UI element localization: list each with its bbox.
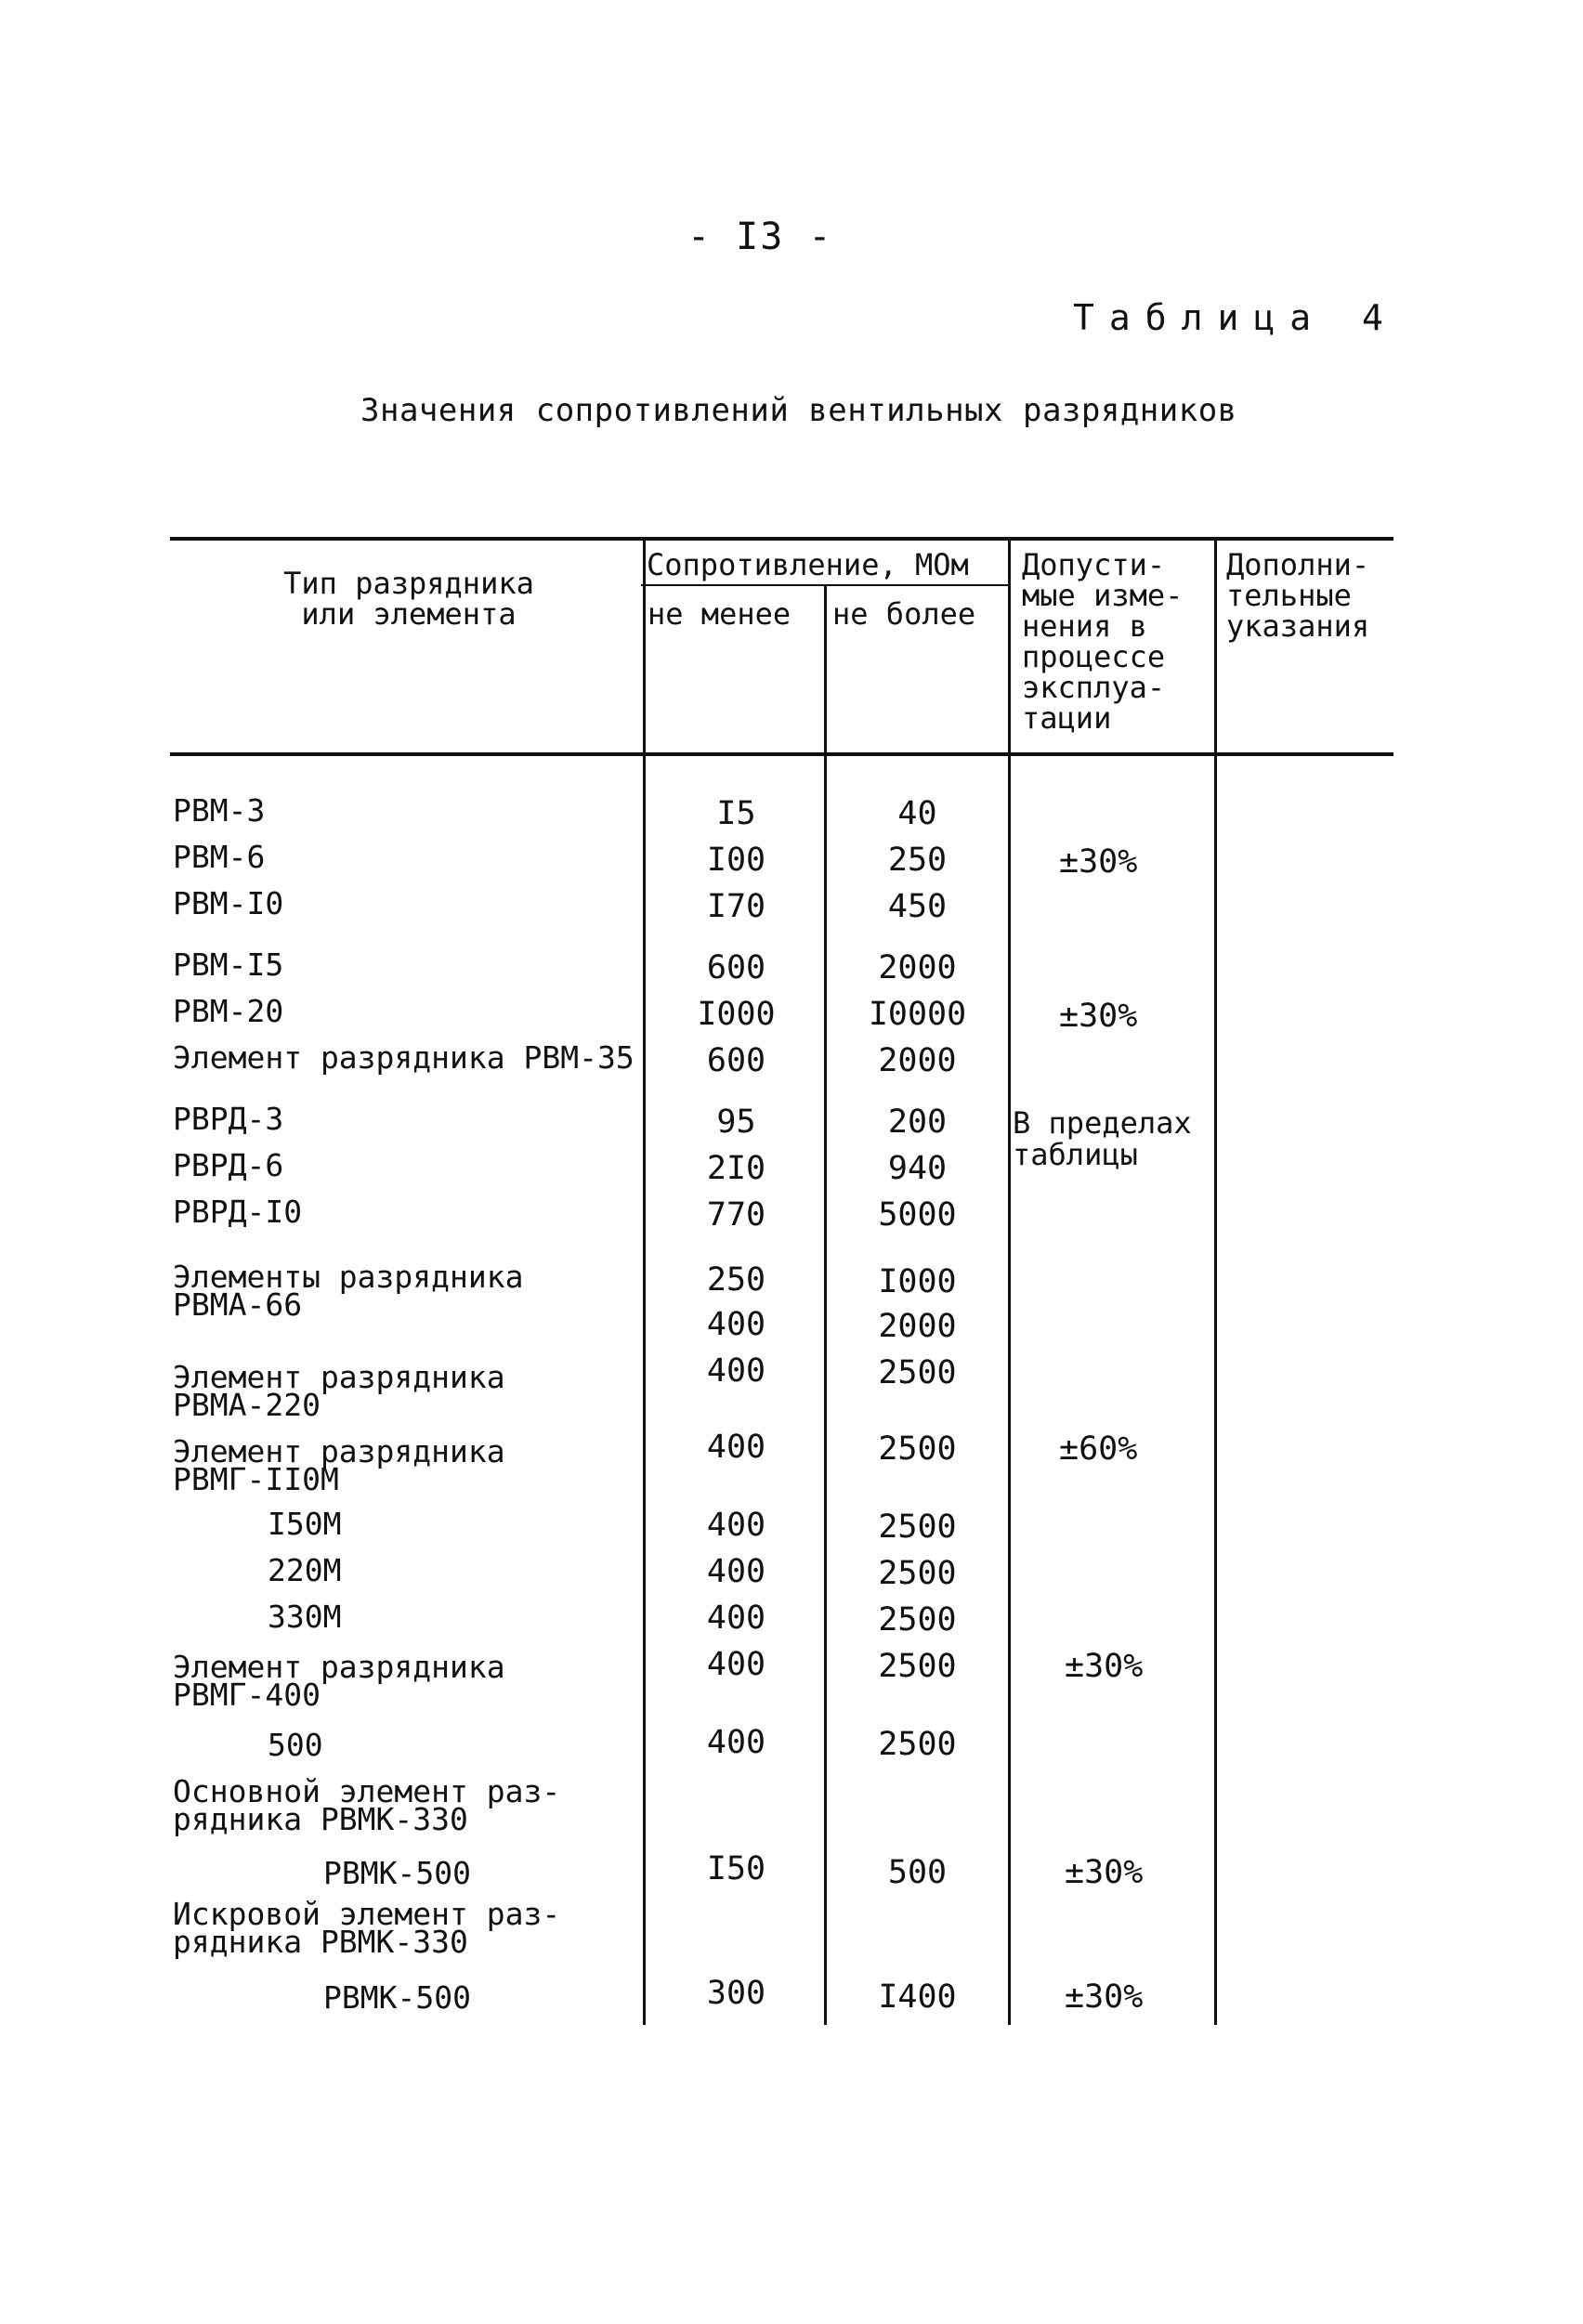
row-max: 2500: [878, 1555, 957, 1592]
row-min: 400: [706, 1599, 766, 1637]
header-allowed: Допусти- мые изме- нения в процессе эксплуа- тации: [1022, 547, 1184, 736]
row-name: РВМ-20: [173, 993, 284, 1029]
row-min: I70: [706, 888, 766, 925]
row-min: 400: [706, 1352, 766, 1390]
row-max: 40: [897, 795, 937, 832]
row-max: 250: [887, 842, 948, 879]
header-type: Тип разрядника или элемента: [283, 566, 534, 632]
row-min: 600: [706, 1042, 766, 1079]
row-max: 2500: [878, 1726, 957, 1763]
row-name: РВМК-500: [323, 1979, 471, 2016]
row-name: Искровой элемент раз- рядника РВМК-330: [173, 1896, 561, 1960]
row-name: Элементы разрядника РВМА-66: [173, 1259, 524, 1323]
row-min: 400: [706, 1724, 766, 1761]
column-divider-1: [643, 539, 646, 2025]
row-name: Элемент разрядника РВМГ-II0М: [173, 1433, 505, 1497]
row-min: 2I0: [706, 1150, 766, 1187]
tolerance-value: ±30%: [1065, 1854, 1144, 1891]
row-max: 2000: [878, 1042, 957, 1079]
row-name: I50М: [268, 1506, 342, 1542]
row-max: I0000: [868, 996, 967, 1033]
row-max: 5000: [878, 1196, 957, 1234]
row-min: 400: [706, 1429, 766, 1466]
tolerance-value: ±60%: [1059, 1430, 1138, 1468]
tolerance-value: В пределах таблицы: [1013, 1105, 1192, 1172]
row-max: 2500: [878, 1430, 957, 1468]
row-max: I400: [878, 1978, 957, 2016]
page-number: - I3 -: [687, 215, 833, 258]
row-max: 2500: [878, 1601, 957, 1639]
row-max: I000: [878, 1263, 957, 1300]
column-divider-2: [824, 585, 827, 2025]
table-top-rule: [170, 537, 1393, 541]
row-name: Элемент разрядника РВМ-35: [173, 1039, 635, 1076]
row-min: 400: [706, 1306, 766, 1343]
row-name: 500: [268, 1727, 323, 1763]
row-min: 300: [706, 1975, 766, 2012]
column-divider-3: [1008, 539, 1011, 2025]
row-name: 220М: [268, 1552, 342, 1588]
row-min: 770: [706, 1196, 766, 1234]
row-min: I5: [716, 795, 756, 832]
row-min: 95: [716, 1103, 756, 1141]
row-name: Основной элемент раз- рядника РВМК-330: [173, 1773, 561, 1837]
row-min: 600: [706, 949, 766, 986]
row-name: РВМ-3: [173, 792, 266, 829]
tolerance-value: ±30%: [1059, 998, 1138, 1035]
row-name: РВМ-I0: [173, 885, 284, 921]
header-resistance: Сопротивление, МОм: [647, 547, 969, 582]
row-name: Элемент разрядника РВМА-220: [173, 1359, 505, 1423]
row-max: 200: [887, 1103, 948, 1141]
header-extra: Дополни- тельные указания: [1226, 547, 1370, 644]
row-min: 400: [706, 1507, 766, 1544]
row-min: 400: [706, 1646, 766, 1683]
row-max: 2500: [878, 1508, 957, 1546]
row-name: 330М: [268, 1599, 342, 1635]
table-label: Таблица 4: [1073, 297, 1398, 338]
row-max: 940: [887, 1150, 948, 1187]
header-min: не менее: [648, 596, 792, 632]
row-max: 500: [887, 1854, 948, 1891]
row-max: 2000: [878, 949, 957, 986]
row-name: РВРД-3: [173, 1101, 284, 1137]
row-min: 400: [706, 1553, 766, 1590]
row-max: 2500: [878, 1648, 957, 1685]
tolerance-value: ±30%: [1059, 843, 1138, 881]
row-min: 250: [706, 1261, 766, 1299]
row-name: РВМ-6: [173, 839, 266, 875]
row-name: Элемент разрядника РВМГ-400: [173, 1649, 505, 1713]
row-max: 450: [887, 888, 948, 925]
column-divider-4: [1214, 539, 1217, 2025]
row-name: РВРД-6: [173, 1147, 284, 1183]
row-name: РВМК-500: [323, 1855, 471, 1891]
row-min: I00: [706, 842, 766, 879]
row-max: 2500: [878, 1354, 957, 1391]
row-min: I000: [697, 996, 776, 1033]
row-name: РВРД-I0: [173, 1194, 303, 1230]
table-title: Значения сопротивлений вентильных разрядников: [360, 392, 1237, 429]
row-min: I50: [706, 1850, 766, 1887]
row-name: РВМ-I5: [173, 947, 284, 983]
header-max: не более: [832, 596, 976, 632]
tolerance-value: ±30%: [1065, 1648, 1144, 1685]
row-max: 2000: [878, 1308, 957, 1345]
tolerance-value: ±30%: [1065, 1978, 1144, 2016]
header-bottom-rule: [170, 752, 1393, 756]
